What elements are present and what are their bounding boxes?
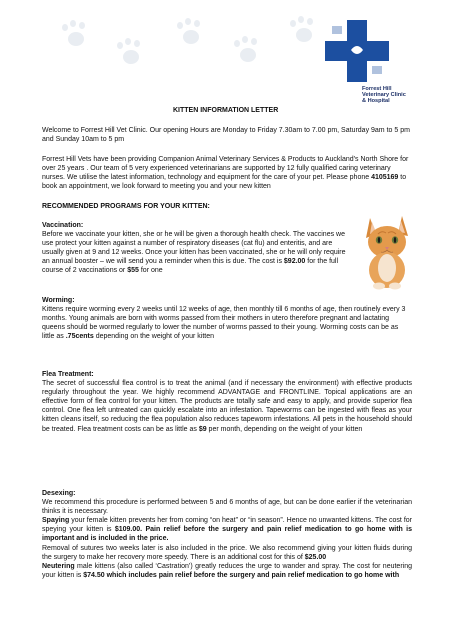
intro-after-phone: to book an appointment, we look forward to meeting you and your new kitten [42,174,407,191]
neutering-body: male kittens (also called ‘Castration’) greatly reduces the urge to wander and spray. The cost for neutering your kitten is [42,562,412,579]
worming-heading: Worming: [42,297,75,304]
vaccination-heading: Vaccination: [42,222,84,229]
intro-before-phone: Forrest Hill Vets have been providing Companion Animal Veterinary Services & Products to Auckland's North Shore for over 25 years . Our team of 5 very experienced veterinarians are supported by 12 fully qualified caring veterinary nurses. We utilise the latest information, technology and equipment for the care of your pet. Please phone [42,156,409,182]
vaccination-end: for one [138,267,163,275]
veterinary-cross-logo [325,20,389,82]
vaccination-mid: for the full course of 2 vaccinations or [42,258,339,275]
spaying-text [42,516,412,543]
spaying-cost: $109.00 [114,526,141,534]
neutering-cost: $74.50 which includes pain relief before the surgery and pain relief medication to go home with [83,571,400,579]
vaccination-section [42,221,354,276]
paw-print-icon [288,16,318,46]
desexing-heading: Desexing: [42,490,76,497]
welcome-paragraph [42,126,412,144]
clinic-name-line1: Forrest Hill [362,86,392,92]
spaying-body: your female kitten prevents her from coming “on heat” or “in season”. Hence no unwanted kittens. The cost for speying your kitten is [42,517,412,534]
intro-paragraph [42,155,412,191]
flea-body: The secret of successful flea control is to treat the animal (and if necessary the environment) with effective products regularly throughout the year. We highly recommend ADVANTAGE and FRONTLINE. Topical applications are an effective form of flea control for your kitten. The products are totally safe and easy to apply, and provide superior flea control. One flea left untreated can quickly escalate into an infestation. Tapeworms can be ingested with fleas as your kitten cleans itself, so reducing the flea population also reduces tapeworm infestations. All pets in the household should be treated. Flea treatment costs can be as little as [42,380,412,433]
programs-heading: RECOMMENDED PROGRAMS FOR YOUR KITTEN: [42,203,210,210]
clinic-name-line3: & Hospital [362,98,390,104]
neutering-label: Neutering [42,562,75,570]
phone-number: 4105169 [371,174,399,182]
vaccination-body: Before we vaccinate your kitten, she or he will be given a thorough health check. The vaccines we use protect your kitten against a number of respiratory diseases (cat flu) and enteritis, and are usually given at 9 and 12 weeks. Once your kitten has been vaccinated, she or he will only require an annual booster – we will send you a reminder when this is due. The cost is [42,231,346,266]
sutures-text [42,544,412,562]
paw-print-icon [232,36,262,66]
worming-text [42,305,412,341]
worming-end: depending on the weight of your kitten [93,333,215,341]
paw-print-icon [115,38,145,68]
worming-cost: .75cents [65,333,94,341]
page-title: KITTEN INFORMATION LETTER [173,107,279,114]
worming-body: Kittens require worming every 2 weeks until 12 weeks of age, then monthly till 6 months of age, then routinely every 3 months. Young animals are born with worms passed from their mothers in utero therefore pregnant and lactating queens should be wormed regularly to lower the number of worms passed to their young. Worming costs can be as little as [42,306,406,341]
intro-text [42,155,412,191]
fluids-cost: $25.00 [304,553,327,561]
clinic-name [362,86,406,104]
spaying-label: Spaying [42,517,70,525]
sutures-body: Removal of sutures two weeks later is also included in the price. We also recommend giving your kitten fluids during the surgery to make her recovery more speedy. There is an additional cost for this of [42,544,412,561]
paw-print-icon [60,20,90,50]
worming-section [42,296,412,341]
vaccination-cost-single: $55 [127,267,139,275]
spaying-pain-relief: . Pain relief before the surgery and pain relief medication to go home with is important and is included in the price. [42,526,413,543]
flea-heading: Flea Treatment: [42,371,94,378]
flea-end: per month, depending on the weight of your kitten [206,425,363,433]
desexing-section [42,489,412,580]
clinic-name-line2: Veterinary Clinic [362,92,406,98]
welcome-text: Welcome to Forrest Hill Vet Clinic. Our opening Hours are Monday to Friday 7.30am to 7.00 pm, Saturday 9am to 5 pm and Sunday 10am to 5 pm [42,127,410,144]
neutering-text [42,562,412,580]
flea-section [42,370,412,434]
vaccination-cost: $92.00 [283,258,306,266]
flea-cost: $9 [198,425,207,433]
paw-print-icon [175,18,205,48]
flea-text [42,379,412,434]
vaccination-text [42,230,354,275]
desexing-intro: We recommend this procedure is performed between 5 and 6 months of age, but can be done earlier if the veterinarian thinks it is necessary. [42,499,412,516]
kitten-photo [358,210,416,290]
